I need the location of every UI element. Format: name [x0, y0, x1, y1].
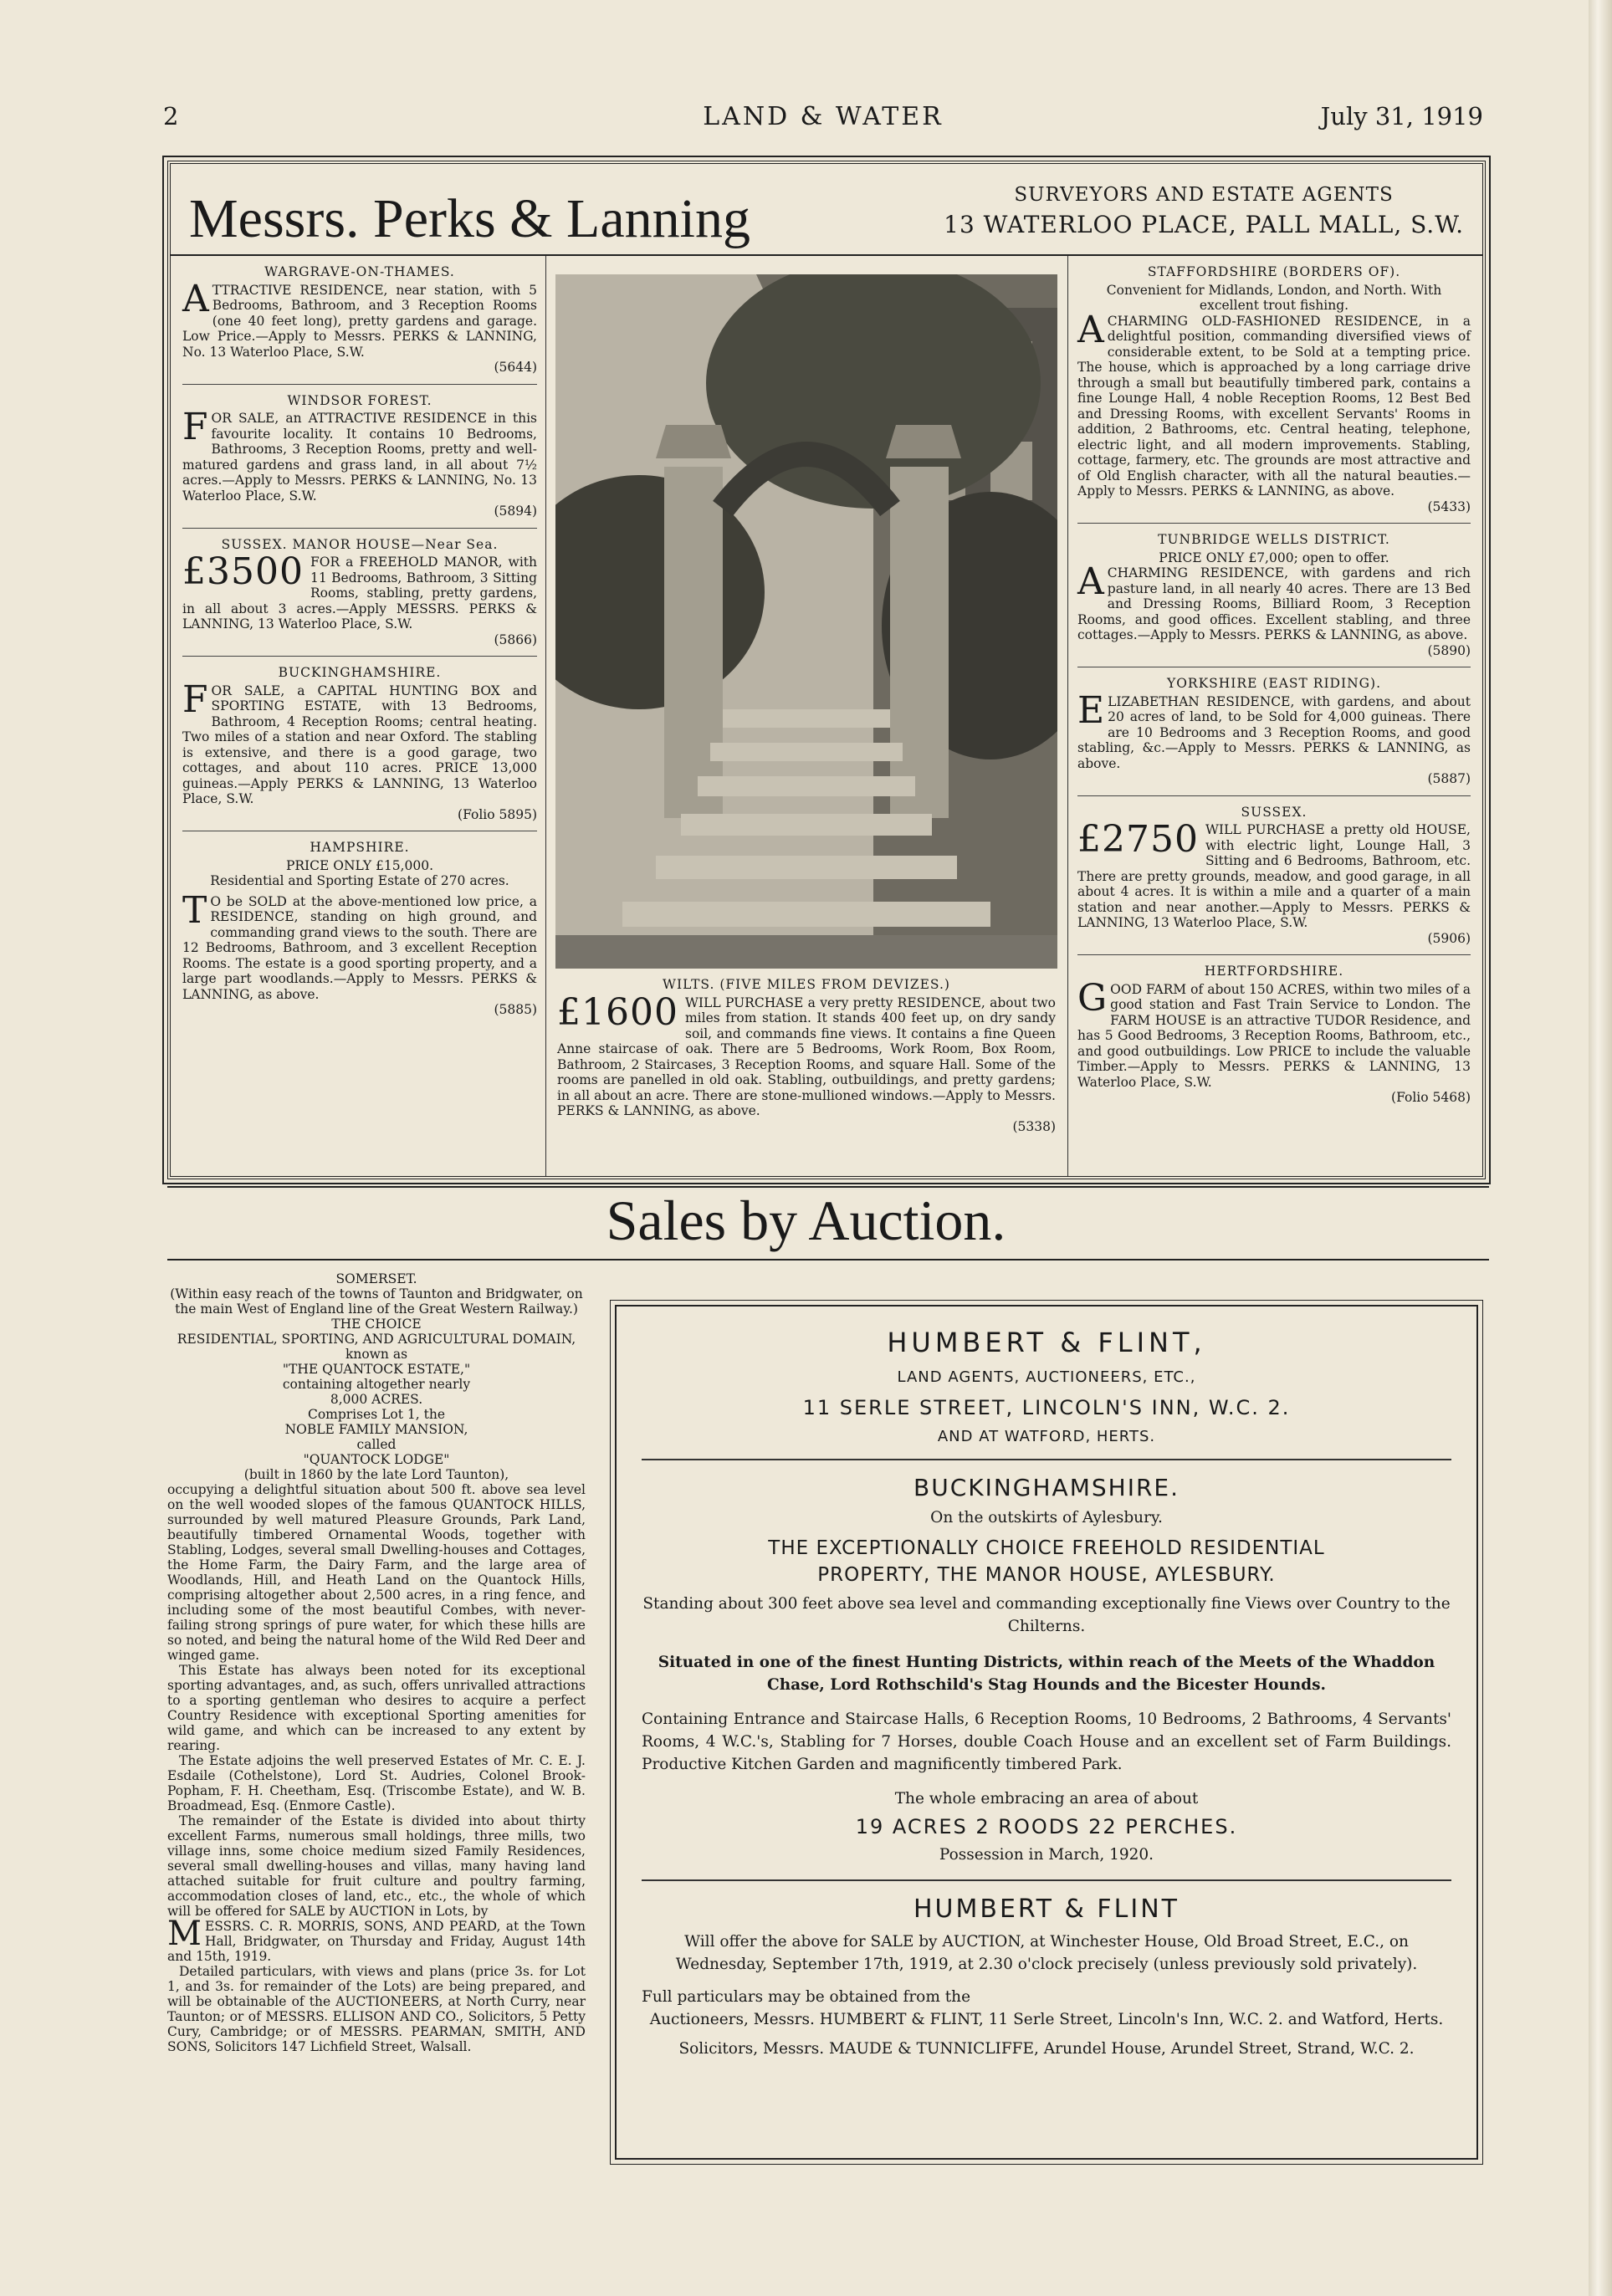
- listing-paragraph: occupying a delightful situation about 500 ft. above sea level on the well wooded slopes of the famous QUANTOCK HILLS, surrounded by well matured Pleasure Grounds, Park Land, beautifully timbered Ornamental Woods, together with Stabling, Lodges, several small Dwelling-houses and Cottages, the Home Farm, the Dairy Farm, and the large area of Woodlands, Hill, and Heath Land on the Quantock Hills, comprising altogether about 2,500 acres, in a ring fence, and including some of the most beautiful Combes, with never-failing strong springs of pure water, for which these hills are so noted, and being the natural home of the Wild Red Deer and winged game.: [167, 1482, 586, 1663]
- listing-heading: BUCKINGHAMSHIRE.: [278, 665, 442, 680]
- perks-lanning-advert: [167, 161, 1486, 1179]
- listing-ref: (5338): [1012, 1118, 1056, 1134]
- listing-ref: (Folio 5895): [458, 806, 537, 822]
- listing-heading: STAFFORDSHIRE (BORDERS OF).: [1147, 264, 1401, 279]
- listing-heading: WILTS. (FIVE MILES FROM DEVIZES.): [663, 977, 950, 992]
- separator: [1077, 954, 1471, 955]
- listing-ref: (5866): [494, 632, 537, 647]
- divider: [167, 1259, 1489, 1260]
- listing-ref: (5887): [1427, 771, 1471, 786]
- listing-paragraph: This Estate has always been noted for its exceptional sporting advantages, and, as such, offers unrivalled attractions to a sporting gentleman who desires to acquire a perfect Country Residence with exceptional Sporting amenities for wild game, and which can be increased to any extent by rearing.: [167, 1663, 586, 1753]
- drop-cap: M: [167, 1915, 202, 1953]
- particulars-note: Full particulars may be obtained from the: [642, 1988, 971, 2006]
- listing-heading: YORKSHIRE (EAST RIDING).: [1166, 676, 1382, 691]
- middle-column: [557, 977, 1056, 1134]
- listing-line: (built in 1860 by the late Lord Taunton),: [243, 1467, 509, 1482]
- firm-address: 11 SERLE STREET, LINCOLN'S INN, W.C. 2.: [802, 1396, 1291, 1419]
- property-title: PROPERTY, THE MANOR HOUSE, AYLESBURY.: [817, 1564, 1276, 1586]
- listing-paragraph: MESSRS. C. R. MORRIS, SONS, AND PEARD, at the Town Hall, Bridgwater, on Thursday and Friday, August 14th and 15th, 1919.: [167, 1915, 586, 1964]
- listing-price: £3500: [182, 550, 304, 593]
- listing-body: ACHARMING OLD-FASHIONED RESIDENCE, in a delightful position, commanding diversified views of considerable extent, to be Sold at a tempting price. The house, which is approached by a long carriage drive through a small but beautifully timbered park, contains a fine Lounge Hall, 4 noble Reception Rooms, 12 Best Bed and Dressing Rooms, with excellent Servants' Rooms in addition, 2 Bathrooms, etc. Central heating, telephone, electric light, and all modern improvements. Stabling, cottage, farmery, etc. The grounds are most attractive and of Old English character, with all the natural beauties.—Apply to Messrs. PERKS & LANNING, as above.: [1077, 308, 1471, 499]
- section-title: Sales by Auction.: [606, 1189, 1006, 1252]
- property-detail: Situated in one of the finest Hunting Districts, within reach of the Meets of the Whaddon Chase, Lord Rothschild's Stag Hounds and the Bicester Hounds.: [658, 1654, 1435, 1694]
- firm-profession: SURVEYORS AND ESTATE AGENTS: [1014, 184, 1394, 206]
- location-line: On the outskirts of Aylesbury.: [930, 1509, 1163, 1526]
- property-title: THE EXCEPTIONALLY CHOICE FREEHOLD RESIDENTIAL: [768, 1537, 1325, 1559]
- auctioneers: Auctioneers, Messrs. HUMBERT & FLINT, 11 Serle Street, Lincoln's Inn, W.C. 2. and Watford, Herts.: [649, 2011, 1444, 2028]
- house-photograph: [555, 274, 1057, 969]
- listing-heading: WARGRAVE-ON-THAMES.: [264, 264, 455, 279]
- sale-details: Will offer the above for SALE by AUCTION, at Winchester House, Old Broad Street, E.C., on Wednesday, September 17th, 1919, at 2.30 o'clock precisely (unless previously sold privately).: [675, 1933, 1418, 1973]
- listing-line: (Within easy reach of the towns of Taunton and Bridgwater, on the main West of England line of the Great Western Railway.): [170, 1286, 583, 1317]
- listing-body: T O be SOLD at the above-mentioned low price, a RESIDENCE, standing on high ground, and commanding grand views to the south. There are 12 Bedrooms, Bathroom, and 3 excellent Reception Rooms. The estate is a good sporting property, and a large part woodlands.—Apply to Messrs. PERKS & LANNING, as above.: [182, 888, 537, 1002]
- column-divider: [545, 256, 546, 1176]
- listing-paragraph: The remainder of the Estate is divided into about thirty excellent Farms, numerous small holdings, three mills, two village inns, some choice medium sized Family Residences, several small dwelling-houses and villas, many having land attached suitable for fruit culture and poultry farming, accommodation closes of land, etc., etc., the whole of which will be offered for SALE by AUCTION in Lots, by: [167, 1813, 586, 1919]
- property-area: 19 ACRES 2 ROODS 22 PERCHES.: [855, 1815, 1238, 1838]
- garden-steps-image: [555, 274, 1057, 969]
- separator: [182, 528, 537, 529]
- divider: [171, 254, 1482, 256]
- separator: [182, 384, 537, 385]
- separator: [1077, 523, 1471, 524]
- drop-cap: A: [1077, 560, 1104, 603]
- firm-name: HUMBERT & FLINT: [913, 1895, 1180, 1924]
- listing-ref: (5885): [494, 1002, 537, 1017]
- firm-name: HUMBERT & FLINT,: [887, 1327, 1206, 1358]
- drop-cap: A: [182, 277, 209, 320]
- separator: [182, 656, 537, 657]
- listing-line: THE CHOICE: [331, 1317, 422, 1332]
- solicitors: Solicitors, Messrs. MAUDE & TUNNICLIFFE, Arundel House, Arundel Street, Strand, W.C. 2.: [678, 2040, 1415, 2058]
- listing-body: £1600 WILL PURCHASE a very pretty RESIDENCE, about two miles from station. It stands 400 feet up, on dry sandy soil, and commands fine views. It contains a fine Queen Anne staircase of oak. There are 5 Bedrooms, Work Room, Box Room, Bathroom, 2 Staircases, 3 Reception Rooms, and square Hall. Some of the rooms are panelled in old oak. Stabling, outbuildings, and pretty gardens; in all about an acre. There are stone-mullioned windows.—Apply to Messrs. PERKS & LANNING, as above.: [557, 990, 1056, 1118]
- drop-cap: E: [1077, 688, 1105, 732]
- listing-body: £3500 FOR a FREEHOLD MANOR, with 11 Bedrooms, Bathroom, 3 Sitting Rooms, stabling, pretty gardens, in all about 3 acres.—Apply MESSRS. PERKS & LANNING, 13 Waterloo Place, S.W.: [182, 550, 537, 632]
- firm-address-2: AND AT WATFORD, HERTS.: [937, 1428, 1156, 1445]
- firm-address: 13 WATERLOO PLACE, PALL MALL, S.W.: [944, 211, 1464, 238]
- drop-cap: G: [1077, 976, 1108, 1020]
- listing-ref: (5433): [1427, 499, 1471, 514]
- drop-cap: A: [1077, 308, 1104, 351]
- listing-ref: (5906): [1427, 930, 1471, 946]
- listing-body: FOR SALE, a CAPITAL HUNTING BOX and SPORTING ESTATE, with 13 Bedrooms, Bathroom, 4 Reception Rooms; central heating. Two miles of a station and near Oxford. The stabling is extensive, and there is a good garage, two cottages, and about 110 acres. PRICE 13,000 guineas.—Apply PERKS & LANNING, 13 Waterloo Place, S.W.: [182, 678, 537, 806]
- listing-heading: HERTFORDSHIRE.: [1204, 964, 1344, 979]
- listing-subheading: PRICE ONLY £15,000.: [285, 857, 434, 873]
- issue-date: July 31, 1919: [1320, 102, 1483, 130]
- somerset-advert: [167, 1271, 586, 2054]
- listing-heading: HAMPSHIRE.: [310, 840, 410, 855]
- listing-ref: (5644): [494, 360, 537, 375]
- listing-heading: WINDSOR FOREST.: [287, 392, 432, 408]
- listing-body: ACHARMING RESIDENCE, with gardens and rich pasture land, in all nearly 40 acres. There are 13 Bed and Dressing Rooms, Billiard Room, 3 Reception Rooms, and good offices. Excellent stabling, and three cottages.—Apply to Messrs. PERKS & LANNING, as above.: [1077, 560, 1471, 642]
- listing-body: FOR SALE, an ATTRACTIVE RESIDENCE in this favourite locality. It contains 10 Bedrooms, Bathrooms, 3 Reception Rooms, pretty and well-matured gardens and grass land, in all about 7½ acres.—Apply to Messrs. PERKS & LANNING, No. 13 Waterloo Place, S.W.: [182, 406, 537, 504]
- separator: [1077, 795, 1471, 796]
- property-detail: Containing Entrance and Staircase Halls, 6 Reception Rooms, 10 Bedrooms, 2 Bathrooms, 4 Servants' Rooms, 4 W.C.'s, Stabling for 7 Horses, double Coach House and an excellent set of Farm Buildings. Productive Kitchen Garden and magnificently timbered Park.: [642, 1710, 1451, 1773]
- page-edge: [1589, 0, 1612, 2296]
- listing-line: called: [356, 1437, 397, 1452]
- drop-cap: F: [182, 678, 208, 721]
- property-detail: Standing about 300 feet above sea level and commanding exceptionally fine Views over Country to the Chilterns.: [642, 1595, 1451, 1635]
- listing-line: "QUANTOCK LODGE": [303, 1452, 450, 1467]
- listing-body: GOOD FARM of about 150 ACRES, within two miles of a good station and Fast Train Service to London. The FARM HOUSE is an attractive TUDOR Residence, and has 5 Good Bedrooms, 3 Reception Rooms, Bathroom, etc., and good outbuildings. Low PRICE to include the valuable Timber.—Apply to Messrs. PERKS & LANNING, 13 Waterloo Place, S.W.: [1077, 976, 1471, 1090]
- column-divider: [1067, 256, 1068, 1176]
- listing-paragraph: The Estate adjoins the well preserved Estates of Mr. C. E. J. Esdaile (Cothelstone), Lord St. Audries, Colonel Brook-Popham, F. H. Cheetham, Esq. (Triscombe Estate), and W. B. Broadmead, Esq. (Enmore Castle).: [167, 1753, 586, 1813]
- listing-ref: (5890): [1427, 642, 1471, 658]
- listing-body: ATTRACTIVE RESIDENCE, near station, with 5 Bedrooms, Bathroom, and 3 Reception Rooms (one 40 feet long), pretty gardens and garage. Low Price.—Apply to Messrs. PERKS & LANNING, No. 13 Waterloo Place, S.W.: [182, 277, 537, 360]
- listing-price: £2750: [1077, 818, 1199, 861]
- listing-ref: (5894): [494, 504, 537, 519]
- drop-cap: F: [182, 406, 208, 448]
- listing-line: RESIDENTIAL, SPORTING, AND AGRICULTURAL DOMAIN,: [177, 1332, 576, 1347]
- firm-subtitle: [944, 184, 1464, 238]
- listing-heading: SOMERSET.: [335, 1271, 417, 1286]
- page-number: 2: [163, 102, 179, 130]
- listing-heading: SUSSEX.: [1241, 804, 1308, 820]
- humbert-flint-advert: [615, 1305, 1478, 2160]
- listing-paragraph: Detailed particulars, with views and plans (price 3s. for Lot 1, and 3s. for remainder of the Lots) are being prepared, and will be obtainable of the AUCTIONEERS, at North Curry, near Taunton; or of MESSRS. ELLISON AND CO., Solicitors, 5 Petty Cury, Cambridge; or of MESSRS. PEARMAN, SMITH, AND SONS, Solicitors 147 Lichfield Street, Walsall.: [167, 1964, 586, 2054]
- drop-cap: T: [182, 888, 207, 932]
- divider: [642, 1879, 1451, 1881]
- right-column: [1077, 264, 1471, 1106]
- listing-heading: SUSSEX. MANOR HOUSE—Near Sea.: [221, 536, 499, 552]
- property-detail: The whole embracing an area of about: [894, 1790, 1199, 1808]
- listing-body: £2750 WILL PURCHASE a pretty old HOUSE, with electric light, Lounge Hall, 3 Sitting and 6 Bedrooms, Bathroom, etc. There are pretty grounds, meadow, and good garage, in all about 4 acres. It is within a mile and a quarter of a main station and near another.—Apply to Messrs. PERKS & LANNING, 13 Waterloo Place, S.W.: [1077, 818, 1471, 930]
- listing-price: £1600: [557, 990, 678, 1034]
- listing-ref: (Folio 5468): [1391, 1090, 1471, 1105]
- listing-subheading: Residential and Sporting Estate of 270 acres.: [210, 873, 509, 888]
- listing-heading: TUNBRIDGE WELLS DISTRICT.: [1158, 532, 1390, 547]
- listing-line: containing altogether nearly: [282, 1377, 471, 1392]
- page-header: [163, 102, 1483, 144]
- firm-tagline: LAND AGENTS, AUCTIONEERS, ETC.,: [897, 1368, 1196, 1386]
- left-column: [182, 264, 537, 1018]
- listing-body: ELIZABETHAN RESIDENCE, with gardens, and about 20 acres of land, to be Sold for 4,000 guineas. There are 10 Bedrooms and 3 Reception Rooms, and good stabling, &c.—Apply to Messrs. PERKS & LANNING, as above.: [1077, 688, 1471, 771]
- possession-date: Possession in March, 1920.: [939, 1846, 1154, 1864]
- firm-name: Messrs. Perks & Lanning: [189, 188, 750, 249]
- divider: [642, 1459, 1451, 1460]
- listing-line: "THE QUANTOCK ESTATE,": [282, 1362, 471, 1377]
- listing-line: 8,000 ACRES.: [330, 1392, 423, 1407]
- listing-line: Comprises Lot 1, the: [307, 1407, 446, 1422]
- publication-title: LAND & WATER: [703, 102, 944, 131]
- listing-line: known as: [345, 1347, 408, 1362]
- listing-subheading: PRICE ONLY £7,000; open to offer.: [1159, 550, 1389, 565]
- listing-subheading: Convenient for Midlands, London, and North. With excellent trout fishing.: [1106, 282, 1442, 313]
- listing-line: NOBLE FAMILY MANSION,: [284, 1422, 468, 1437]
- county-heading: BUCKINGHAMSHIRE.: [913, 1474, 1180, 1501]
